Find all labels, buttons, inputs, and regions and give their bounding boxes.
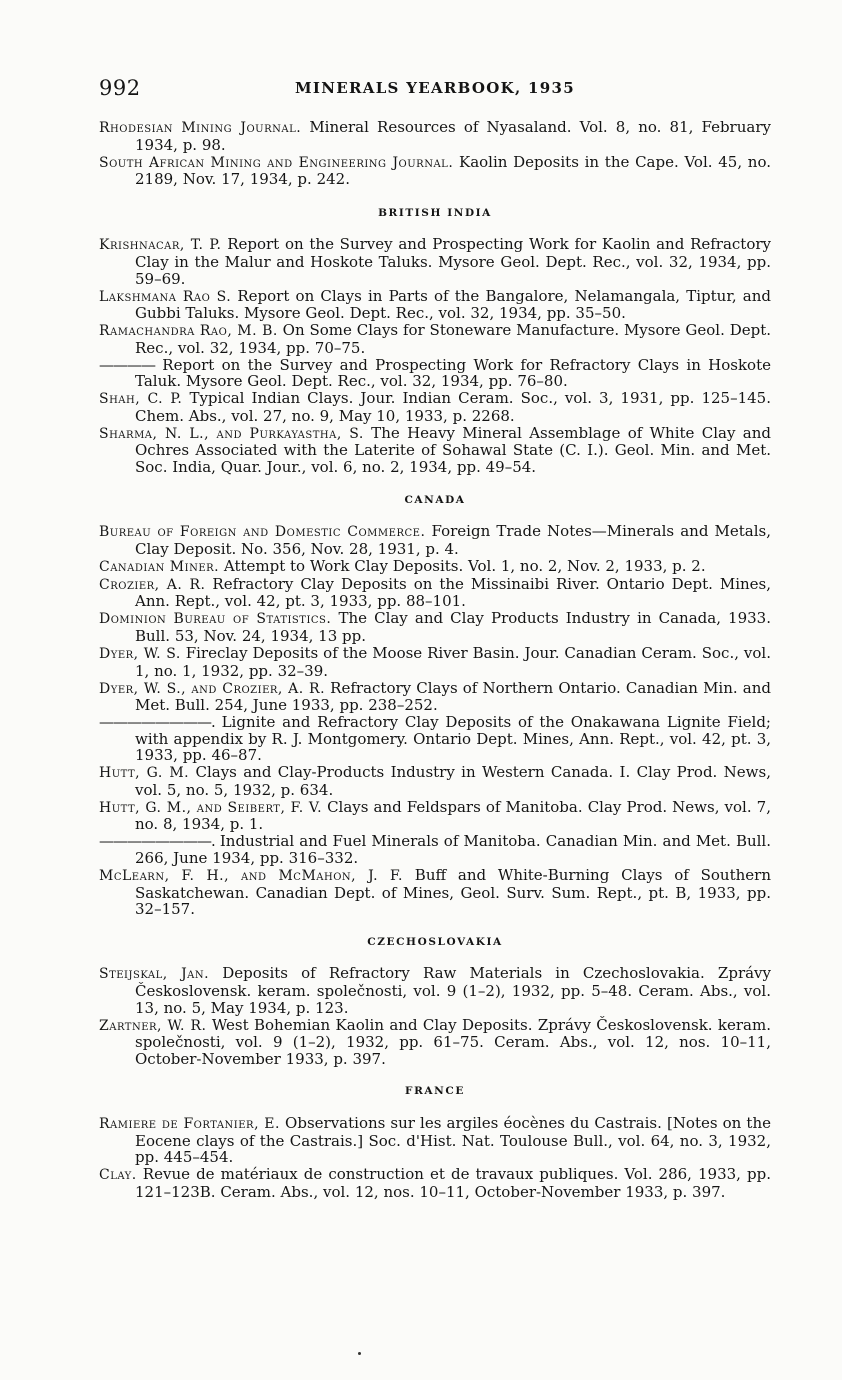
entry-author: Ramiere de Fortanier, E. [99, 1115, 280, 1132]
bibliography-entry [99, 236, 771, 287]
entry-text: Foreign Trade Notes—Minerals and Metals, Clay Deposit. No. 356, Nov. 28, 1931, p. 4. [135, 522, 771, 558]
entry-text: On Some Clays for Stoneware Manufacture. Mysore Geol. Dept. Rec., vol. 32, 1934, pp. 70–75. [135, 321, 771, 357]
section-heading-france: FRANCE [405, 1085, 465, 1098]
entry-text: Revue de matériaux de construction et de travaux publiques. Vol. 286, 1933, pp. 121–123B. Ceram. Abs., vol. 12, nos. 10–11, October-November 1933, p. 397. [135, 1165, 771, 1201]
entry-author: Ramachandra Rao, M. B. [99, 323, 278, 340]
bibliography-entry [99, 833, 771, 866]
bibliography-entry [99, 322, 771, 356]
bibliography-entry [99, 1166, 771, 1200]
entry-author: Zartner, W. R. [99, 1017, 207, 1034]
bibliography-entry [99, 523, 771, 557]
bibliography-entry [99, 576, 771, 610]
entry-text: Kaolin Deposits in the Cape. Vol. 45, no. 2189, Nov. 17, 1934, p. 242. [135, 152, 771, 189]
entry-text: Clays and Clay-Products Industry in Western Canada. I. Clay Prod. News, vol. 5, no. 5, 1932, p. 634. [135, 763, 771, 799]
running-head [99, 76, 771, 102]
entry-text: Deposits of Refractory Raw Materials in Czechoslovakia. Zprávy Československ. keram. společnosti, vol. 9 (1–2), 1932, pp. 5–48. Ceram. Abs., vol. 13, no. 5, May 1934, p. 123. [135, 964, 771, 1017]
entry-text: Report on Clays in Parts of the Bangalore, Nelamangala, Tiptur, and Gubbi Taluks. Mysore Geol. Dept. Rec., vol. 32, 1934, pp. 35–50. [135, 286, 772, 323]
entry-text: Clays and Feldspars of Manitoba. Clay Prod. News, vol. 7, no. 8, 1934, p. 1. [135, 797, 771, 834]
bibliography-entry [99, 390, 771, 424]
entry-text: Buff and White-Burning Clays of Southern Saskatchewan. Canadian Dept. of Mines, Geol. Surv. Sum. Rept., pt. B, 1933, pp. 32–157. [135, 866, 771, 919]
entry-text: The Heavy Mineral Assemblage of White Clay and Ochres Associated with the Laterite of Sohawal State (C. I.). Geol. Min. and Met. Soc. India, Quar. Jour., vol. 6, no. 2, 1934, pp. 49–54. [135, 423, 771, 477]
entry-text: Lignite and Refractory Clay Deposits of the Onakawana Lignite Field; with appendix by R. J. Montgomery. Ontario Dept. Mines, Ann. Rept., vol. 42, pt. 3, 1933, pp. 46–87. [135, 713, 771, 765]
entry-author: Hutt, G. M., and Seibert, F. V. [99, 799, 323, 816]
entry-author: Dyer, W. S. [99, 645, 181, 662]
entry-author: Clay. [99, 1167, 137, 1184]
running-title: MINERALS YEARBOOK, 1935 [295, 79, 575, 97]
entry-author: Dyer, W. S., and Crozier, A. R. [99, 680, 326, 697]
entry-text: Fireclay Deposits of the Moose River Basin. Jour. Canadian Ceram. Soc., vol. 1, no. 1, 1932, pp. 32–39. [135, 643, 771, 680]
entry-author: McLearn, F. H., and McMahon, J. F. [99, 868, 404, 884]
entry-author-dash: ———— [99, 355, 155, 374]
entry-author: Crozier, A. R. [99, 576, 206, 593]
bibliography-entry [99, 680, 771, 714]
entry-text: Report on the Survey and Prospecting Work for Kaolin and Refractory Clay in the Malur and Hoskote Taluks. Mysore Geol. Dept. Rec., vol. 32, 1934, pp. 59–69. [135, 235, 772, 288]
bibliography-entry [99, 867, 771, 918]
entry-text: Mineral Resources of Nyasaland. Vol. 8, no. 81, February 1934, p. 98. [135, 118, 771, 154]
entry-text: Industrial and Fuel Minerals of Manitoba. Canadian Min. and Met. Bull. 266, June 1934, pp. 316–332. [135, 832, 771, 868]
entry-text: Report on the Survey and Prospecting Work for Refractory Clays in Hoskote Taluk. Mysore Geol. Dept. Rec., vol. 32, 1934, pp. 76–80. [135, 355, 771, 391]
entry-author: Krishnacar, T. P. [99, 237, 222, 254]
entry-author-dash: ————————. [99, 713, 215, 732]
entry-author: Lakshmana Rao S. [99, 288, 232, 305]
entry-author-dash: ————————. [99, 832, 215, 851]
bibliography-entry [99, 288, 771, 322]
bibliography-body [99, 119, 771, 1201]
entry-author: Hutt, G. M. [99, 765, 190, 782]
section-heading-czechoslovakia: CZECHOSLOVAKIA [367, 935, 503, 948]
bibliography-entry [99, 965, 771, 1016]
print-speck [358, 1352, 361, 1355]
entry-text: Typical Indian Clays. Jour. Indian Ceram. Soc., vol. 3, 1931, pp. 125–145. Chem. Abs., vol. 27, no. 9, May 10, 1933, p. 2268. [135, 389, 771, 425]
entry-author: Canadian Miner. [99, 558, 220, 575]
entry-author: Rhodesian Mining Journal. [99, 120, 302, 136]
entry-text: Refractory Clay Deposits on the Missinaibi River. Ontario Dept. Mines, Ann. Rept., vol. 42, pt. 3, 1933, pp. 88–101. [135, 574, 771, 611]
entry-author: Bureau of Foreign and Domestic Commerce. [99, 524, 426, 541]
entry-author: South African Mining and Engineering Journal. [99, 154, 454, 171]
bibliography-entry [99, 558, 771, 576]
entry-author: Sharma, N. L., and Purkayastha, S. [99, 425, 364, 442]
entry-text: Observations sur les argiles éocènes du Castrais. [Notes on the Eocene clays of the Castrais.] Soc. d'Hist. Nat. Toulouse Bull., vol. 64, no. 3, 1932, pp. 445–454. [135, 1113, 771, 1167]
bibliography-entry [99, 645, 771, 679]
page-number: 992 [99, 76, 141, 100]
bibliography-entry [99, 425, 771, 476]
bibliography-entry [99, 1017, 771, 1068]
bibliography-entry [99, 714, 771, 764]
entry-author: Shah, C. P. [99, 391, 183, 408]
bibliography-entry [99, 119, 771, 153]
bibliography-entry [99, 799, 771, 833]
entry-text: Attempt to Work Clay Deposits. Vol. 1, no. 2, Nov. 2, 1933, p. 2. [219, 556, 706, 575]
bibliography-entry [99, 1115, 771, 1166]
bibliography-entry [99, 154, 771, 188]
bibliography-entry [99, 357, 771, 390]
bibliography-entry [99, 764, 771, 798]
entry-author: Dominion Bureau of Statistics. [99, 611, 332, 628]
section-heading-british-india: BRITISH INDIA [378, 206, 492, 219]
entry-author: Steijskal, Jan. [99, 966, 210, 983]
bibliography-entry [99, 610, 771, 644]
entry-text: The Clay and Clay Products Industry in Canada, 1933. Bull. 53, Nov. 24, 1934, 13 pp. [135, 609, 771, 645]
entry-text: Refractory Clays of Northern Ontario. Canadian Min. and Met. Bull. 254, June 1933, pp. 238–252. [135, 678, 771, 715]
section-heading-canada: CANADA [404, 493, 466, 506]
entry-text: West Bohemian Kaolin and Clay Deposits. Zprávy Československ. keram. společnosti, vol. 9 (1–2), 1932, pp. 61–75. Ceram. Abs., vol. 12, nos. 10–11, October-November 1933, p. 397. [135, 1015, 771, 1068]
